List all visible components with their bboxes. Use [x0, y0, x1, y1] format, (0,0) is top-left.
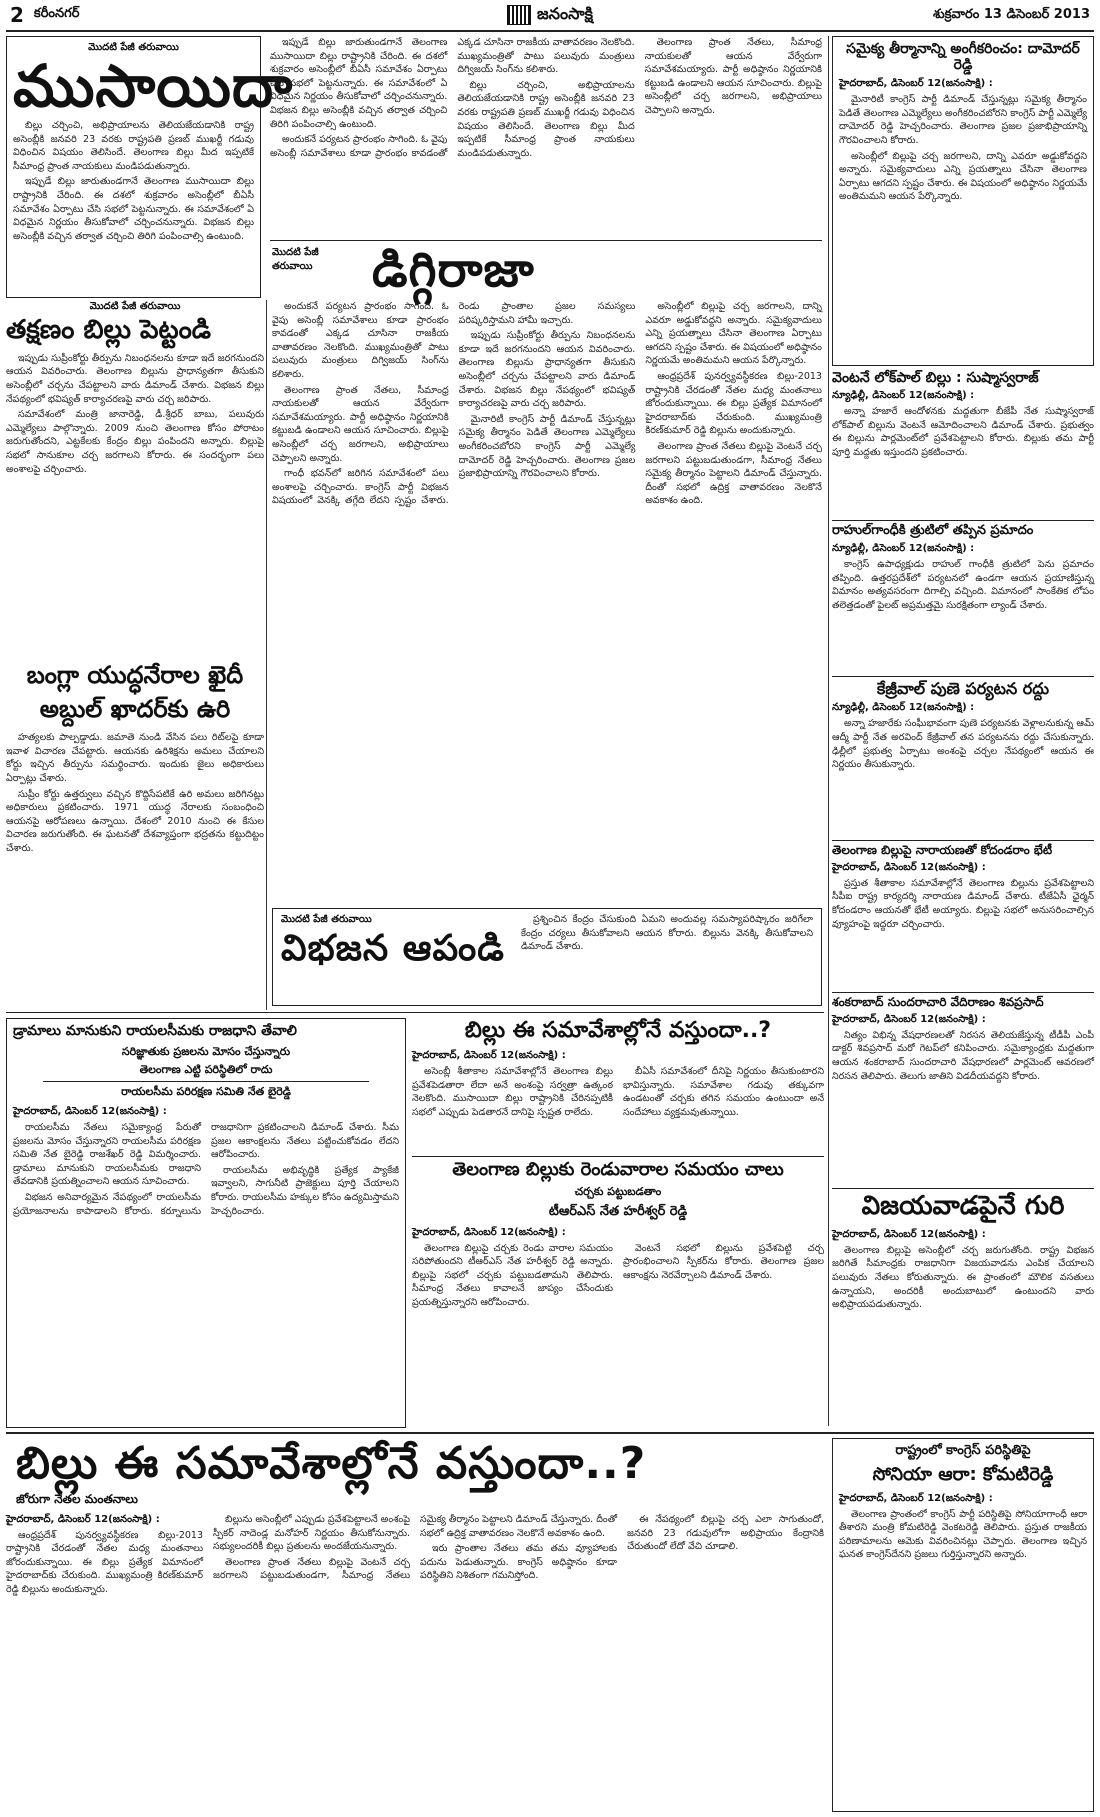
article-diggiraja: మొదటి పేజీ తరువాయి డిగ్గిరాజా అందుకనే పర్యటన ప్రారంభం సాగింది. ఓ వైపు అసెంబ్లీ సమావేశాలు కూడా ప్రారంభం కావడంతో ఎక్కడ చూసినా రాజకీయ వాతావరణం నెలకొంది. ముఖ్యమంత్రితో పాటు పలువురు మంత్రులు దిగ్విజయ్ సింగ్‌ను కలిశారు. తెలంగాణ ప్రాంత నేతలు, సీమాంధ్ర నాయకులతో ఆయన వేర్వేరుగా సమావేశమయ్యారు. పార్టీ అధిష్ఠానం నిర్ణయానికి కట్టుబడి ఉండాలని ఆయన సూచించారు. బిల్లుపై అసెంబ్లీలో చర్చ జరగాలని, అభిప్రాయాలు చెప్పాలని అన్నారు. గాంధీ భవన్‌లో జరిగిన సమావేశంలో పలు అంశాలపై చర్చించారు. కాంగ్రెస్ పార్టీ విభజన విషయంలో వెనక్కి తగ్గేది లేదని స్పష్టం చేశారు. రెండు ప్రాంతాల ప్రజల సమస్యలు పరిష్కరిస్తామని హామీ ఇచ్చారు. ఇప్పుడు సుప్రీంకోర్టు తీర్పును నిబంధనలను కూడా ఇదే జరగనుందని ఆయన వివరించారు. తెలంగాణ బిల్లును ప్రాధాన్యతగా తీసుకుని అసెంబ్లీలో చర్చను చేపట్టాలని వారు డిమాండ్ చేశారు. విభజన బిల్లు నేపథ్యంలో భవిష్యత్ కార్యాచరణపై వారు చర్చ జరిపారు. మైనారిటీ కాంగ్రెస్ పార్టీ డిమాండ్ చేస్తున్నట్లు సమైక్య తీర్మానం పెడితే తెలంగాణ ఎమ్మెల్యేలు అంగీకరించబోరని కాంగ్రెస్ పార్టీ ఎమ్మెల్యే దామోదర్ రెడ్డి హెచ్చరించారు. తెలంగాణ ప్రజల ప్రజాభిప్రాయాన్ని గౌరవించాలని కోరారు. అసెంబ్లీలో బిల్లుపై చర్చ జరగాలని, దాన్ని ఎవరూ అడ్డుకోవద్దని అన్నారు. సమైక్యవాదులు ఎన్ని ప్రయత్నాలు చేసినా తెలంగాణ ఏర్పాటు ఆగదని స్పష్టం చేశారు. ఈ విషయంలో అధిష్ఠానం నిర్ణయమే అంతిమమని ఆయన పేర్కొన్నారు. ఆంధ్రప్రదేశ్ పునర్వ్యవస్థీకరణ బిల్లు-2013 రాష్ట్రానికి చేరడంతో నేతల మధ్య మంతనాలు జోరందుకున్నాయి. ఈ బిల్లు ప్రత్యేక విమానంలో హైదరాబాద్‌కు చేరుకుంది. ముఖ్యమంత్రి కిరణ్‌కుమార్ రెడ్డి బిల్లును అందుకున్నారు. తెలంగాణ ప్రాంత నేతలు బిల్లుపై వెంటనే చర్చ జరగాలని పట్టుబడుతుండగా, సీమాంధ్ర నేతలు సమైక్య తీర్మానం పెట్టాలని డిమాండ్ చేస్తున్నారు. దీంతో సభలో ఉద్రిక్త వాతావరణం నెలకొనే అవకాశం ఉంది.	[272, 246, 822, 906]
headline: డిగ్గిరాజా	[372, 242, 535, 298]
article-lokpal: వెంటనే లోక్‌పాల్ బిల్లు : సుష్మాస్వరాజ్ న్యూఢిల్లీ, డిసెంబర్ 12(జనంసాక్షి) : అన్నా హజారే ఆందోళనకు మద్దతుగా బీజేపీ నేత సుష్మాస్వరాజ్ లోక్‌పాల్ బిల్లును వెంటనే ఆమోదించాలని డిమాండ్ చేశారు. ప్రభుత్వం ఈ బిల్లును పార్లమెంట్‌లో ప్రవేశపెట్టాలని కోరారు. బిల్లుకు తమ పార్టీ పూర్తి మద్దతు ఇస్తుందని ప్రకటించారు.	[832, 370, 1094, 458]
article-body: మైనారిటీ కాంగ్రెస్ పార్టీ డిమాండ్ చేస్తున్నట్లు సమైక్య తీర్మానం పెడితే తెలంగాణ ఎమ్మెల్యేలు అంగీకరించబోరని కాంగ్రెస్ పార్టీ ఎమ్మెల్యే దామోదర్ రెడ్డి హెచ్చరించారు. తెలంగాణ ప్రజల ప్రజాభిప్రాయాన్ని గౌరవించాలని కోరారు. అసెంబ్లీలో బిల్లుపై చర్చ జరగాలని, దాన్ని ఎవరూ అడ్డుకోవద్దని అన్నారు. సమైక్యవాదులు ఎన్ని ప్రయత్నాలు చేసినా తెలంగాణ ఏర్పాటు ఆగదని స్పష్టం చేశారు. ఈ విషయంలో అధిష్ఠానం నిర్ణయమే అంతిమమని ఆయన పేర్కొన్నారు.	[839, 94, 1087, 203]
article-body: హైదరాబాద్, డిసెంబర్ 12(జనంసాక్షి) : ఆంధ్రప్రదేశ్ పునర్వ్యవస్థీకరణ బిల్లు-2013 రాష్ట్రానికి చేరడంతో నేతల మధ్య మంతనాలు జోరందుకున్నాయి. ఈ బిల్లు ప్రత్యేక విమానంలో హైదరాబాద్‌కు చేరుకుంది. ముఖ్యమంత్రి కిరణ్‌కుమార్ రెడ్డి బిల్లును అందుకున్నారు. బిల్లును అసెంబ్లీలో ఎప్పుడు ప్రవేశపెట్టాలనే అంశంపై స్పీకర్ నాదెండ్ల మనోహర్ నిర్ణయం తీసుకోనున్నారు. సభ్యులందరికీ బిల్లు ప్రతులను అందజేయనున్నారు. తెలంగాణ ప్రాంత నేతలు బిల్లుపై వెంటనే చర్చ జరగాలని పట్టుబడుతుండగా, సీమాంధ్ర నేతలు సమైక్య తీర్మానం పెట్టాలని డిమాండ్ చేస్తున్నారు. దీంతో సభలో ఉద్రిక్త వాతావరణం నెలకొనే అవకాశం ఉంది. ఇరు ప్రాంతాల నేతలు తమ తమ వ్యూహాలకు పదును పెడుతున్నారు. కాంగ్రెస్ అధిష్ఠానం కూడా పరిస్థితిని నిశితంగా గమనిస్తోంది. ఈ నేపథ్యంలో బిల్లుపై చర్చ ఎలా సాగుతుందో, జనవరి 23 గడువులోగా అభిప్రాయం కేంద్రానికి చేరుతుందో లేదో వేచి చూడాలి.	[6, 1514, 824, 1595]
article-body: ప్రశ్నించిన కేంద్రం చేసుకుంది ఏమని అందువల్ల సమస్యాపరిష్కారం జరిగేలా కేంద్రం చర్యలు తీసుకోవాలని ఆయన కోరారు. బిల్లును వెనక్కి తీసుకోవాలని డిమాండ్ చేశారు.	[521, 914, 813, 953]
article-shankarabad: శంకరాబాద్ సుందరాచారి వేదిరాణం శివప్రసాద్ హైదరాబాద్, డిసెంబర్ 12(జనంసాక్షి) : నిత్యం విభిన్న వేషధారణలతో నిరసన తెలియజేస్తున్న టీడీపీ ఎంపీ డాక్టర్ శివప్రసాద్ మరో గెటప్‌లో కనిపించారు. సమైక్యాంధ్రకు మద్దతుగా ఆయన శంకరాబాద్ సుందరాచారి వేషధారణలో పార్లమెంట్ ఆవరణలో నిరసన తెలిపారు. తెలుగు జాతిని విడదీయవద్దని కోరారు.	[832, 995, 1094, 1082]
article-bill-bottom: బిల్లు ఈ సమావేశాల్లోనే వస్తుందా..? జోరుగా నేతల మంతనాలు హైదరాబాద్, డిసెంబర్ 12(జనంసాక్షి) : ఆంధ్రప్రదేశ్ పునర్వ్యవస్థీకరణ బిల్లు-2013 రాష్ట్రానికి చేరడంతో నేతల మధ్య మంతనాలు జోరందుకున్నాయి. ఈ బిల్లు ప్రత్యేక విమానంలో హైదరాబాద్‌కు చేరుకుంది. ముఖ్యమంత్రి కిరణ్‌కుమార్ రెడ్డి బిల్లును అందుకున్నారు. బిల్లును అసెంబ్లీలో ఎప్పుడు ప్రవేశపెట్టాలనే అంశంపై స్పీకర్ నాదెండ్ల మనోహర్ నిర్ణయం తీసుకోనున్నారు. సభ్యులందరికీ బిల్లు ప్రతులను అందజేయనున్నారు. తెలంగాణ ప్రాంత నేతలు బిల్లుపై వెంటనే చర్చ జరగాలని పట్టుబడుతుండగా, సీమాంధ్ర నేతలు సమైక్య తీర్మానం పెట్టాలని డిమాండ్ చేస్తున్నారు. దీంతో సభలో ఉద్రిక్త వాతావరణం నెలకొనే అవకాశం ఉంది. ఇరు ప్రాంతాల నేతలు తమ తమ వ్యూహాలకు పదును పెడుతున్నారు. కాంగ్రెస్ అధిష్ఠానం కూడా పరిస్థితిని నిశితంగా గమనిస్తోంది. ఈ నేపథ్యంలో బిల్లుపై చర్చ ఎలా సాగుతుందో, జనవరి 23 గడువులోగా అభిప్రాయం కేంద్రానికి చేరుతుందో లేదో వేచి చూడాలి.	[6, 1438, 824, 1812]
article-rahul: రాహుల్‌గాంధీకి త్రుటిలో తప్పిన ప్రమాదం న్యూఢిల్లీ, డిసెంబర్ 12(జనంసాక్షి) : కాంగ్రెస్ ఉపాధ్యక్షుడు రాహుల్ గాంధీకి త్రుటిలో పెను ప్రమాదం తప్పింది. ఉత్తరప్రదేశ్‌లో పర్యటనలో ఉండగా ఆయన ప్రయాణిస్తున్న విమానం అత్యవసరంగా దిగాల్సి వచ్చింది. విమానంలో సాంకేతిక లోపం తలెత్తడంతో పైలట్ అప్రమత్తమై సురక్షితంగా ల్యాండ్ చేశారు.	[832, 523, 1094, 611]
headline: రాహుల్‌గాంధీకి త్రుటిలో తప్పిన ప్రమాదం	[832, 523, 1034, 538]
headline: విభజన ఆపండి	[281, 928, 505, 969]
article-two-weeks: తెలంగాణ బిల్లుకు రెండువారాల సమయం చాలు చర్చకు పట్టుబడతాం టీఆర్ఎస్ నేత హరీశ్వర్ రెడ్డి హైదరాబాద్, డిసెంబర్ 12(జనంసాక్షి) : తెలంగాణ బిల్లుపై చర్చకు రెండు వారాల సమయం సరిపోతుందని టీఆర్ఎస్ నేత హరీశ్వర్ రెడ్డి అన్నారు. బిల్లుపై సభలో చర్చకు పట్టుబడతామని తెలిపారు. సీమాంధ్ర నేతలు కావాలనే జాప్యం చేసేందుకు ప్రయత్నిస్తున్నారని ఆరోపించారు. వెంటనే సభలో బిల్లును ప్రవేశపెట్టి చర్చ ప్రారంభించాలని స్పీకర్‌ను కోరారు. తెలంగాణ ప్రజల ఆకాంక్షను నెరవేర్చాలని డిమాండ్ చేశారు.	[412, 1159, 824, 1309]
headline: డ్రామాలు మానుకుని రాయలసీమకు రాజధాని తేవాలి	[13, 1023, 297, 1039]
section-name: కరీంనగర్	[33, 6, 80, 21]
article-rayalaseema: డ్రామాలు మానుకుని రాయలసీమకు రాజధాని తేవాలి సరిజ్ఞాతుకు ప్రజలను మోసం చేస్తున్నారు తెలంగాణ ఎట్టి పరిస్థితిలో రాదు రాయలసీమ పరిరక్షణ సమితి నేత బైరెడ్డి హైదరాబాద్, డిసెంబర్ 12(జనంసాక్షి) : రాయలసీమ నేతలు సమైక్యాంధ్ర పేరుతో ప్రజలను మోసం చేస్తున్నారని రాయలసీమ పరిరక్షణ సమితి నేత బైరెడ్డి రాజశేఖర్ రెడ్డి విమర్శించారు. డ్రామాలు మానుకుని రాయలసీమకు రాజధాని తేవడానికి ప్రయత్నించాలని ఆయన సూచించారు. విభజన అనివార్యమైన నేపథ్యంలో రాయలసీమ ప్రయోజనాలను కాపాడాలని కోరారు. కర్నూలును రాజధానిగా ప్రకటించాలని డిమాండ్ చేశారు. సీమ ప్రజల ఆకాంక్షలను నేతలు పట్టించుకోవడం లేదని ఆరోపించారు. రాయలసీమ అభివృద్ధికి ప్రత్యేక ప్యాకేజీ ఇవ్వాలని, సాగునీటి ప్రాజెక్టులు పూర్తి చేయాలని కోరారు. రాయలసీమ హక్కుల కోసం ఉద్యమిస్తామని హెచ్చరించారు.	[6, 1018, 406, 1428]
headline: తక్షణం బిల్లు పెట్టండి	[6, 315, 212, 345]
article-body: ఇప్పుడు సుప్రీంకోర్టు తీర్పును నిబంధనలను కూడా ఇదే జరగనుందని ఆయన వివరించారు. తెలంగాణ బిల్లును ప్రాధాన్యతగా తీసుకుని అసెంబ్లీలో చర్చను చేపట్టాలని వారు డిమాండ్ చేశారు. విభజన బిల్లు నేపథ్యంలో భవిష్యత్ కార్యాచరణపై వారు చర్చ జరిపారు. సమావేశంలో మంత్రి జానారెడ్డి, డీ.శ్రీధర్ బాబు, పలువురు ఎమ్మెల్యేలు పాల్గొన్నారు. 2009 నుంచి తెలంగాణ కోసం పోరాటం జరుగుతోందని, ఎట్టకేలకు కేంద్రం బిల్లు పంపిందని అన్నారు. బిల్లుపై సభలో సానుకూల చర్చ జరగాలని కోరారు. ఈ సందర్భంగా పలు అంశాలపై చర్చించారు.	[6, 352, 264, 475]
headline: బిల్లు ఈ సమావేశాల్లోనే వస్తుందా..?	[16, 1438, 647, 1489]
article-bangla	[6, 662, 264, 1010]
headline: వెంటనే లోక్‌పాల్ బిల్లు : సుష్మాస్వరాజ్	[832, 370, 1039, 386]
headline: బిల్లు ఈ సమావేశాల్లోనే వస్తుందా..?	[464, 1018, 772, 1043]
headline: కేజ్రీవాల్ పుణె పర్యటన రద్దు	[876, 679, 1050, 698]
page-number: 2	[10, 3, 24, 27]
article-body: హత్యలకు పాల్పడ్డాడు. జమాతె నుండి వేసిన పలు రిట్‌లపై కూడా ఇవాళ విచారణ చేపట్టారు. ఆయనకు ఉరిశిక్షను అమలు చేయాలని కోర్టు ఇచ్చిన తీర్పును సమర్థించారు. ఇందుకు జైలు అధికారులు ఏర్పాట్లు చేశారు. సుప్రీం కోర్టు ఉత్తర్వులు వచ్చిన కొద్దిసేపటికే ఉరి అమలు జరిగినట్లు అధికారులు ప్రకటించారు. 1971 యుద్ధ నేరాలకు సంబంధించి ఆయనపై ఆరోపణలు ఉన్నాయి. దేశంలో 2010 నుంచి ఈ కేసుల విచారణ జరుగుతోంది. ఈ ఘటనతో దేశవ్యాప్తంగా భద్రతను కట్టుదిట్టం చేశారు.	[6, 732, 264, 854]
headline: శంకరాబాద్ సుందరాచారి వేదిరాణం శివప్రసాద్	[832, 995, 1044, 1009]
article-samaikya: సమైక్య తీర్మానాన్ని అంగీకరించం: దామోదర్ రెడ్డి హైదరాబాద్, డిసెంబర్ 12(జనంసాక్షి) : మైనారిటీ కాంగ్రెస్ పార్టీ డిమాండ్ చేస్తున్నట్లు సమైక్య తీర్మానం పెడితే తెలంగాణ ఎమ్మెల్యేలు అంగీకరించబోరని కాంగ్రెస్ పార్టీ ఎమ్మెల్యే దామోదర్ రెడ్డి హెచ్చరించారు. తెలంగాణ ప్రజల ప్రజాభిప్రాయాన్ని గౌరవించాలని కోరారు. అసెంబ్లీలో బిల్లుపై చర్చ జరగాలని, దాన్ని ఎవరూ అడ్డుకోవద్దని అన్నారు. సమైక్యవాదులు ఎన్ని ప్రయత్నాలు చేసినా తెలంగాణ ఏర్పాటు ఆగదని స్పష్టం చేశారు. ఈ విషయంలో అధిష్ఠానం నిర్ణయమే అంతిమమని ఆయన పేర్కొన్నారు.	[832, 36, 1094, 366]
article-body: బిల్లు చర్చించి, అభిప్రాయాలను తెలియజేయడానికి రాష్ట్ర అసెంబ్లీకి జనవరి 23 వరకు రాష్ట్రపతి ప్రణబ్ ముఖర్జీ గడువు విధించిన విషయం తెలిసిందే. తెలంగాణ బిల్లు మీద ఇప్పటికే సీమాంధ్ర ప్రాంత నాయకులు మండిపడుతున్నారు. ఇప్పుడే బిల్లు జారుతుండగానే తెలంగాణ ముసాయిదా బిల్లు రాష్ట్రానికి చేరింది. ఈ దశలో శుక్రవారం అసెంబ్లీలో బీఏసీ సమావేశం ఏర్పాటు చేసి సభలో పెట్టనున్నారు. ఈ సమావేశంలో ఏ విధమైన నిర్ణయం తీసుకోవాలో చర్చించనున్నారు. విభజన బిల్లు అసెంబ్లీకి వచ్చిన తర్వాత చర్చించి తిరిగి పంపించాల్సి ఉంటుంది.	[13, 120, 254, 242]
headline: సోనియా ఆరా: కోమటిరెడ్డి	[872, 1464, 1054, 1485]
article-vibhajana: మొదటి పేజీ తరువాయి విభజన ఆపండి ప్రశ్నించిన కేంద్రం చేసుకుంది ఏమని అందువల్ల సమస్యాపరిష్కారం జరిగేలా కేంద్రం చర్యలు తీసుకోవాలని ఆయన కోరారు. బిల్లును వెనక్కి తీసుకోవాలని డిమాండ్ చేశారు.	[272, 908, 822, 1006]
article-vijayawada: విజయవాడపైనే గురి హైదరాబాద్, డిసెంబర్ 12(జనంసాక్షి) : తెలంగాణ బిల్లుపై అసెంబ్లీలో చర్చ జరుగుతోంది. రాష్ట్ర విభజన జరిగితే సీమాంధ్రకు రాజధానిగా విజయవాడను ఎంపిక చేయాలని పలువురు నేతలు కోరుతున్నారు. ఈ ప్రాంతంలో మౌలిక వసతులు ఉన్నాయని, అందరికీ అందుబాటులో ఉంటుందని వారు అభిప్రాయపడుతున్నారు.	[832, 1191, 1094, 1311]
article-musayida	[6, 36, 294, 298]
headline-line2: అబ్దుల్ ఖాదర్‌కు ఉరి	[39, 694, 231, 723]
page-header	[0, 0, 1100, 28]
article-takshanam: మొదటి పేజీ తరువాయి తక్షణం బిల్లు పెట్టండి ఇప్పుడు సుప్రీంకోర్టు తీర్పును నిబంధనలను కూడా ఇదే జరగనుందని ఆయన వివరించారు. తెలంగాణ బిల్లును ప్రాధాన్యతగా తీసుకుని అసెంబ్లీలో చర్చను చేపట్టాలని వారు డిమాండ్ చేశారు. విభజన బిల్లు నేపథ్యంలో భవిష్యత్ కార్యాచరణపై వారు చర్చ జరిపారు. సమావేశంలో మంత్రి జానారెడ్డి, డీ.శ్రీధర్ బాబు, పలువురు ఎమ్మెల్యేలు పాల్గొన్నారు. 2009 నుంచి తెలంగాణ కోసం పోరాటం జరుగుతోందని, ఎట్టకేలకు కేంద్రం బిల్లు పంపిందని అన్నారు. బిల్లుపై సభలో సానుకూల చర్చ జరగాలని కోరారు. ఈ సందర్భంగా పలు అంశాలపై చర్చించారు.	[6, 301, 264, 475]
article-body: రాయలసీమ నేతలు సమైక్యాంధ్ర పేరుతో ప్రజలను మోసం చేస్తున్నారని రాయలసీమ పరిరక్షణ సమితి నేత బైరెడ్డి రాజశేఖర్ రెడ్డి విమర్శించారు. డ్రామాలు మానుకుని రాయలసీమకు రాజధాని తేవడానికి ప్రయత్నించాలని ఆయన సూచించారు. విభజన అనివార్యమైన నేపథ్యంలో రాయలసీమ ప్రయోజనాలను కాపాడాలని కోరారు. కర్నూలును రాజధానిగా ప్రకటించాలని డిమాండ్ చేశారు. సీమ ప్రజల ఆకాంక్షలను నేతలు పట్టించుకోవడం లేదని ఆరోపించారు. రాయలసీమ అభివృద్ధికి ప్రత్యేక ప్యాకేజీ ఇవ్వాలని, సాగునీటి ప్రాజెక్టులు పూర్తి చేయాలని కోరారు. రాయలసీమ హక్కుల కోసం ఉద్యమిస్తామని హెచ్చరించారు.	[13, 1122, 399, 1217]
article-bill-mid: బిల్లు ఈ సమావేశాల్లోనే వస్తుందా..? హైదరాబాద్, డిసెంబర్ 12(జనంసాక్షి) : అసెంబ్లీ శీతాకాల సమావేశాల్లోనే తెలంగాణ బిల్లు ప్రవేశపెడతారా లేదా అనే అంశంపై సర్వత్రా ఉత్కంఠ నెలకొంది. ముసాయిదా బిల్లు రాష్ట్రానికి చేరినప్పటికీ సభలో ఎప్పుడు పెడతారనే దానిపై స్పష్టత రాలేదు. బీఏసీ సమావేశంలో దీనిపై నిర్ణయం తీసుకుంటారని భావిస్తున్నారు. సమావేశాల గడువు తక్కువగా ఉండటంతో చర్చకు తగిన సమయం ఉంటుందా అనే సందేహాలు వ్యక్తమవుతున్నాయి.	[412, 1018, 824, 1119]
issue-date: శుక్రవారం 13 డిసెంబర్ 2013	[932, 7, 1090, 22]
headline: సమైక్య తీర్మానాన్ని అంగీకరించం: దామోదర్ రెడ్డి	[846, 41, 1080, 74]
article-musayida-cont: ఇప్పుడే బిల్లు జారుతుండగానే తెలంగాణ ముసాయిదా బిల్లు రాష్ట్రానికి చేరింది. ఈ దశలో శుక్రవారం అసెంబ్లీలో బీఏసీ సమావేశం ఏర్పాటు చేసి సభలో పెట్టనున్నారు. ఈ సమావేశంలో ఏ విధమైన నిర్ణయం తీసుకోవాలో చర్చించనున్నారు. విభజన బిల్లు అసెంబ్లీకి వచ్చిన తర్వాత చర్చించి తిరిగి పంపించాల్సి ఉంటుంది. అందుకనే పర్యటన ప్రారంభం సాగింది. ఓ వైపు అసెంబ్లీ సమావేశాలు కూడా ప్రారంభం కావడంతో ఎక్కడ చూసినా రాజకీయ వాతావరణం నెలకొంది. ముఖ్యమంత్రితో పాటు పలువురు మంత్రులు దిగ్విజయ్ సింగ్‌ను కలిశారు. బిల్లు చర్చించి, అభిప్రాయాలను తెలియజేయడానికి రాష్ట్ర అసెంబ్లీకి జనవరి 23 వరకు రాష్ట్రపతి ప్రణబ్ ముఖర్జీ గడువు విధించిన విషయం తెలిసిందే. తెలంగాణ బిల్లు మీద ఇప్పటికే సీమాంధ్ర ప్రాంత నాయకులు మండిపడుతున్నారు. తెలంగాణ ప్రాంత నేతలు, సీమాంధ్ర నాయకులతో ఆయన వేర్వేరుగా సమావేశమయ్యారు. పార్టీ అధిష్ఠానం నిర్ణయానికి కట్టుబడి ఉండాలని ఆయన సూచించారు. బిల్లుపై అసెంబ్లీలో చర్చ జరగాలని, అభిప్రాయాలు చెప్పాలని అన్నారు.	[270, 37, 822, 159]
article-sonia: రాష్ట్రంలో కాంగ్రెస్ పరిస్థితిపై సోనియా ఆరా: కోమటిరెడ్డి హైదరాబాద్, డిసెంబర్ 12(జనంసాక్షి) : తెలంగాణ ప్రాంతంలో కాంగ్రెస్ పార్టీ పరిస్థితిపై సోనియాగాంధీ ఆరా తీశారని మంత్రి కోమటిరెడ్డి వెంకటరెడ్డి తెలిపారు. ప్రస్తుత రాజకీయ పరిణామాలను ఆమెకు వివరించినట్లు చెప్పారు. తెలంగాణ ఇచ్చిన ఘనత కాంగ్రెస్‌దేనని ప్రజలు గుర్తిస్తున్నారని అన్నారు.	[832, 1438, 1094, 1812]
headline: తెలంగాణ బిల్లుపై నారాయణతో కోదండరాం భేటీ	[832, 843, 1053, 857]
article-body: అందుకనే పర్యటన ప్రారంభం సాగింది. ఓ వైపు అసెంబ్లీ సమావేశాలు కూడా ప్రారంభం కావడంతో ఎక్కడ చూసినా రాజకీయ వాతావరణం నెలకొంది. ముఖ్యమంత్రితో పాటు పలువురు మంత్రులు దిగ్విజయ్ సింగ్‌ను కలిశారు. తెలంగాణ ప్రాంత నేతలు, సీమాంధ్ర నాయకులతో ఆయన వేర్వేరుగా సమావేశమయ్యారు. పార్టీ అధిష్ఠానం నిర్ణయానికి కట్టుబడి ఉండాలని ఆయన సూచించారు. బిల్లుపై అసెంబ్లీలో చర్చ జరగాలని, అభిప్రాయాలు చెప్పాలని అన్నారు. గాంధీ భవన్‌లో జరిగిన సమావేశంలో పలు అంశాలపై చర్చించారు. కాంగ్రెస్ పార్టీ విభజన విషయంలో వెనక్కి తగ్గేది లేదని స్పష్టం చేశారు. రెండు ప్రాంతాల ప్రజల సమస్యలు పరిష్కరిస్తామని హామీ ఇచ్చారు. ఇప్పుడు సుప్రీంకోర్టు తీర్పును నిబంధనలను కూడా ఇదే జరగనుందని ఆయన వివరించారు. తెలంగాణ బిల్లును ప్రాధాన్యతగా తీసుకుని అసెంబ్లీలో చర్చను చేపట్టాలని వారు డిమాండ్ చేశారు. విభజన బిల్లు నేపథ్యంలో భవిష్యత్ కార్యాచరణపై వారు చర్చ జరిపారు. మైనారిటీ కాంగ్రెస్ పార్టీ డిమాండ్ చేస్తున్నట్లు సమైక్య తీర్మానం పెడితే తెలంగాణ ఎమ్మెల్యేలు అంగీకరించబోరని కాంగ్రెస్ పార్టీ ఎమ్మెల్యే దామోదర్ రెడ్డి హెచ్చరించారు. తెలంగాణ ప్రజల ప్రజాభిప్రాయాన్ని గౌరవించాలని కోరారు. అసెంబ్లీలో బిల్లుపై చర్చ జరగాలని, దాన్ని ఎవరూ అడ్డుకోవద్దని అన్నారు. సమైక్యవాదులు ఎన్ని ప్రయత్నాలు చేసినా తెలంగాణ ఏర్పాటు ఆగదని స్పష్టం చేశారు. ఈ విషయంలో అధిష్ఠానం నిర్ణయమే అంతిమమని ఆయన పేర్కొన్నారు. ఆంధ్రప్రదేశ్ పునర్వ్యవస్థీకరణ బిల్లు-2013 రాష్ట్రానికి చేరడంతో నేతల మధ్య మంతనాలు జోరందుకున్నాయి. ఈ బిల్లు ప్రత్యేక విమానంలో హైదరాబాద్‌కు చేరుకుంది. ముఖ్యమంత్రి కిరణ్‌కుమార్ రెడ్డి బిల్లును అందుకున్నారు. తెలంగాణ ప్రాంత నేతలు బిల్లుపై వెంటనే చర్చ జరగాలని పట్టుబడుతుండగా, సీమాంధ్ర నేతలు సమైక్య తీర్మానం పెట్టాలని డిమాండ్ చేస్తున్నారు. దీంతో సభలో ఉద్రిక్త వాతావరణం నెలకొనే అవకాశం ఉంది.	[272, 301, 822, 507]
headline: ముసాయిదా	[13, 52, 294, 120]
masthead-logo: జనంసాక్షి	[460, 4, 640, 26]
headline: తెలంగాణ బిల్లుకు రెండువారాల సమయం చాలు	[452, 1159, 784, 1180]
article-kodandaram: తెలంగాణ బిల్లుపై నారాయణతో కోదండరాం భేటీ హైదరాబాద్, డిసెంబర్ 12(జనంసాక్షి) : ప్రస్తుత శీతాకాల సమావేశాల్లోనే తెలంగాణ బిల్లును ప్రవేశపెట్టాలని సీపీఐ రాష్ట్ర కార్యదర్శి నారాయణ డిమాండ్ చేశారు. టీజేఏసీ ఛైర్మన్ కోదండరాం ఆయనతో భేటీ అయ్యారు. బిల్లుపై సభలో అనుసరించాల్సిన వ్యూహంపై ఇద్దరూ చర్చించారు.	[832, 843, 1094, 930]
headline-line1: బంగ్లా యుద్ధనేరాల ఖైదీ	[26, 661, 244, 689]
kicker: మొదటి పేజీ తరువాయి	[88, 42, 179, 53]
logo-icon	[507, 5, 531, 25]
headline: విజయవాడపైనే గురి	[861, 1191, 1065, 1221]
article-kejriwal: కేజ్రీవాల్ పుణె పర్యటన రద్దు న్యూఢిల్లీ, డిసెంబర్ 12(జనంసాక్షి) : అన్నా హజారేకు సంఘీభావంగా పుణె పర్యటనకు వెళ్లాలనుకున్న ఆమ్ ఆద్మీ పార్టీ నేత అరవింద్ కేజ్రీవాల్ తన పర్యటనను రద్దు చేసుకున్నారు. ఢిల్లీలో ప్రభుత్వ ఏర్పాటు అంశంపై చర్చల నేపథ్యంలో ఆయన ఈ నిర్ణయం తీసుకున్నారు.	[832, 679, 1094, 771]
